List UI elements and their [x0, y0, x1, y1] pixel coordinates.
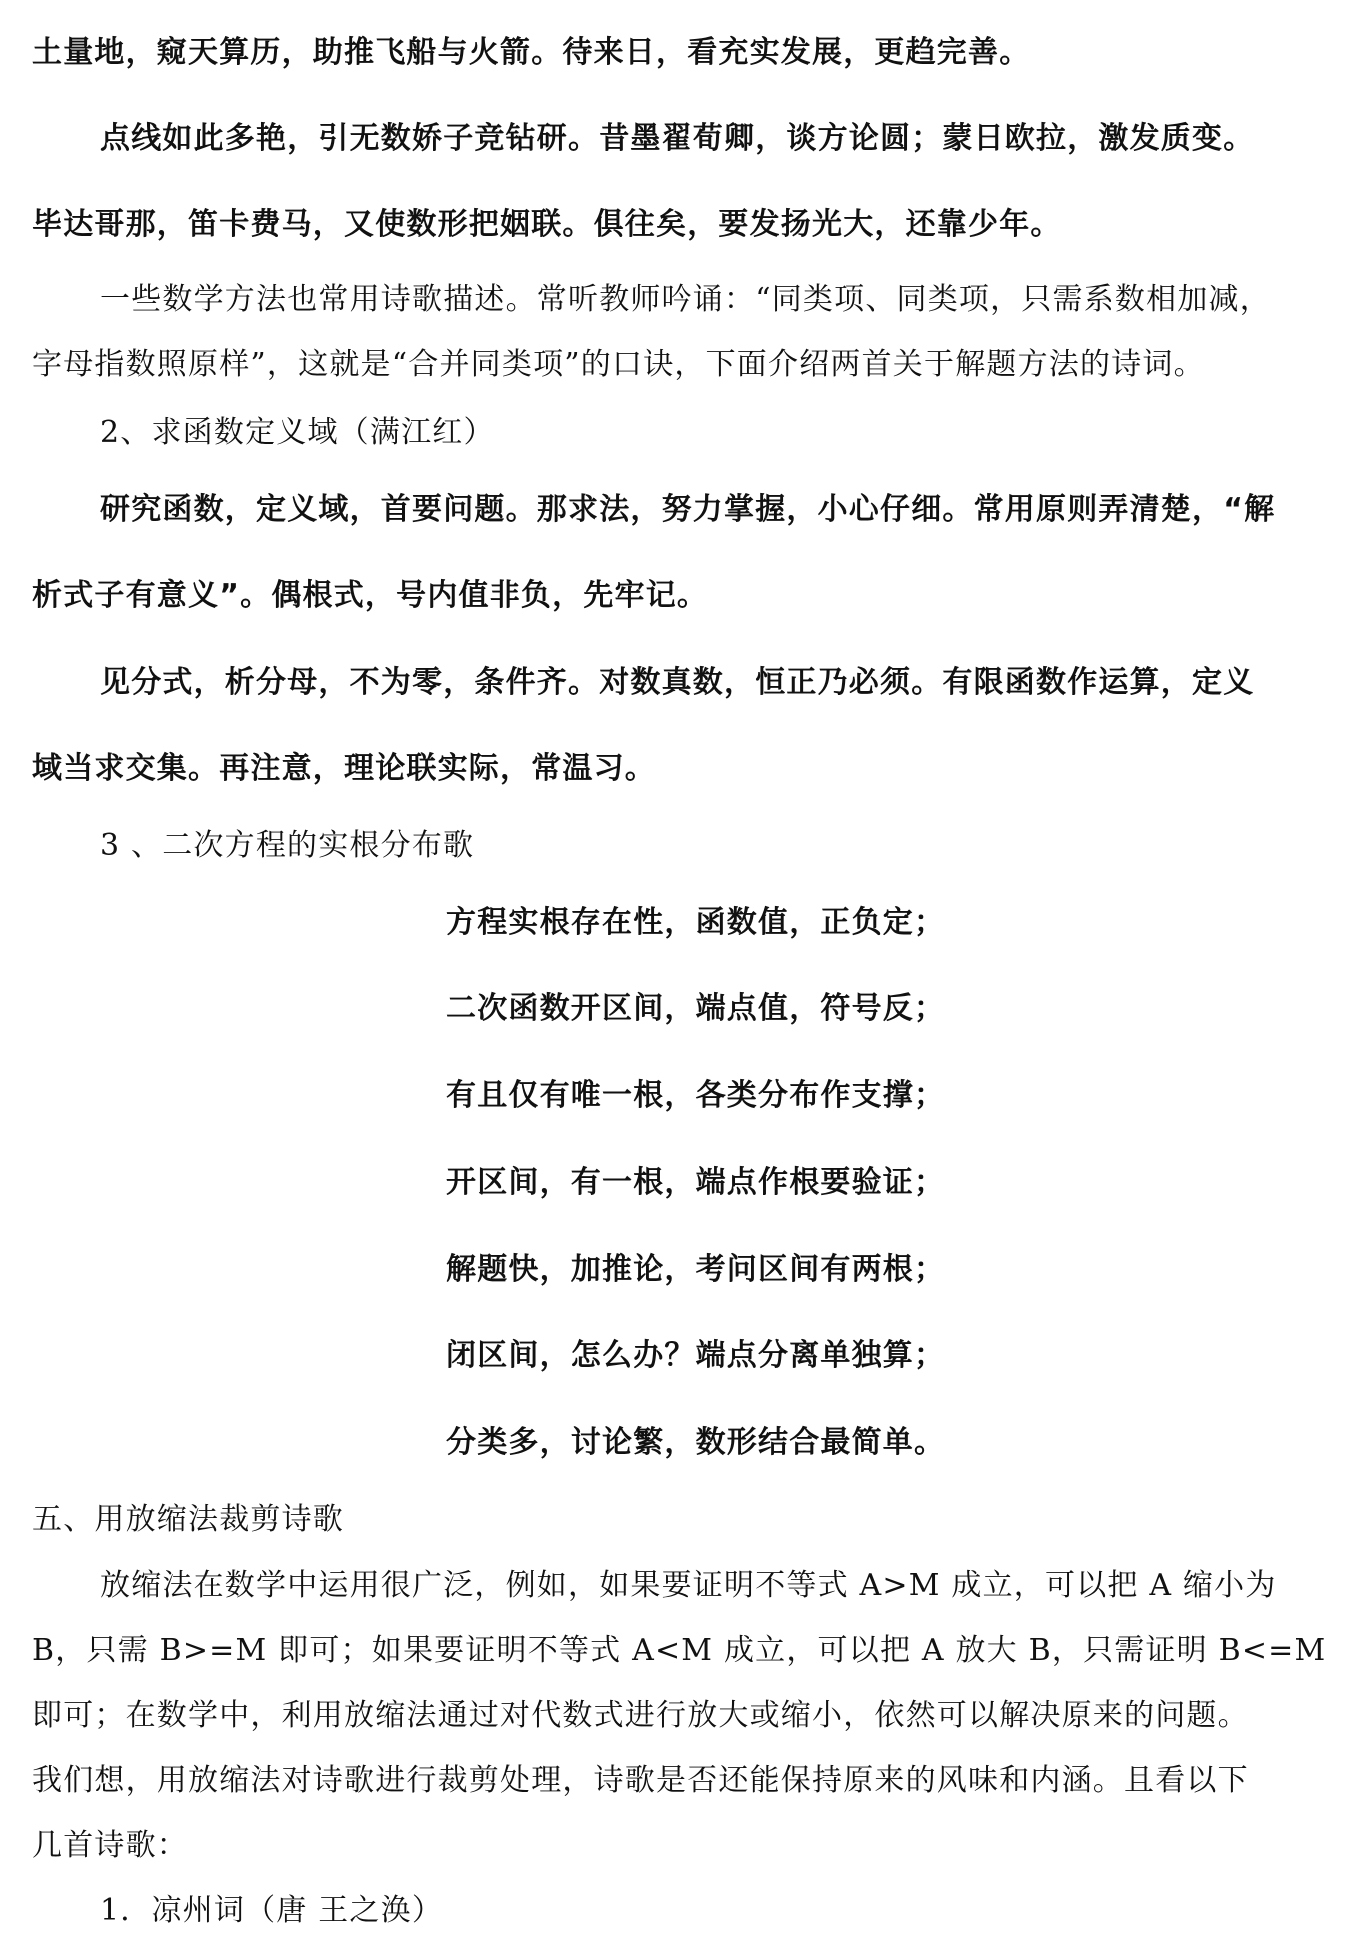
body-paragraph-line: B，只需 B>=M 即可；如果要证明不等式 A<M 成立，可以把 A 放大 B，只需证明 B<=M — [32, 1633, 1327, 1668]
verse-line: 闭区间，怎么办？端点分离单独算； — [446, 1338, 946, 1373]
body-paragraph-line: 即可；在数学中，利用放缩法通过对代数式进行放大或缩小，依然可以解决原来的问题。 — [32, 1698, 1249, 1733]
body-paragraph-line: 放缩法在数学中运用很广泛，例如，如果要证明不等式 A>M 成立，可以把 A 缩小为 — [100, 1568, 1277, 1603]
body-paragraph-line: 我们想，用放缩法对诗歌进行裁剪处理，诗歌是否还能保持原来的风味和内涵。且看以下 — [32, 1763, 1249, 1798]
verse-line: 方程实根存在性，函数值，正负定； — [446, 905, 946, 940]
lyric-line: 点线如此多艳，引无数娇子竞钻研。昔墨翟荀卿，谈方论圆；蒙日欧拉，激发质变。 — [100, 121, 1255, 156]
lyric-line: 见分式，析分母，不为零，条件齐。对数真数，恒正乃必须。有限函数作运算，定义 — [100, 665, 1255, 700]
verse-line: 二次函数开区间，端点值，符号反； — [446, 991, 946, 1026]
verse-line: 有且仅有唯一根，各类分布作支撑； — [446, 1078, 946, 1113]
body-paragraph-line: 一些数学方法也常用诗歌描述。常听教师吟诵：“同类项、同类项，只需系数相加减， — [100, 282, 1271, 317]
body-paragraph-line: 字母指数照原样”，这就是“合并同类项”的口诀，下面介绍两首关于解题方法的诗词。 — [32, 347, 1205, 382]
section-heading: 五、用放缩法裁剪诗歌 — [32, 1502, 344, 1537]
verse-line: 开区间，有一根，端点作根要验证； — [446, 1165, 946, 1200]
body-paragraph-line: 几首诗歌： — [32, 1828, 188, 1863]
verse-line: 分类多，讨论繁，数形结合最简单。 — [446, 1425, 946, 1460]
lyric-line: 析式子有意义”。偶根式，号内值非负，先牢记。 — [32, 578, 709, 613]
lyric-line: 土量地，窥天算历，助推飞船与火箭。待来日，看充实发展，更趋完善。 — [32, 35, 1031, 70]
lyric-line: 毕达哥那，笛卡费马，又使数形把姻联。俱往矣，要发扬光大，还靠少年。 — [32, 207, 1062, 242]
verse-line: 解题快，加推论，考问区间有两根； — [446, 1252, 946, 1287]
lyric-line: 研究函数，定义域，首要问题。那求法，努力掌握，小心仔细。常用原则弄清楚，“解 — [100, 492, 1276, 527]
lyric-line: 域当求交集。再注意，理论联实际，常温习。 — [32, 751, 656, 786]
section-heading: 2、求函数定义域（满江红） — [100, 415, 495, 450]
section-heading: 3 、二次方程的实根分布歌 — [100, 828, 475, 863]
list-item-heading: 1．凉州词（唐 王之涣） — [100, 1893, 444, 1928]
